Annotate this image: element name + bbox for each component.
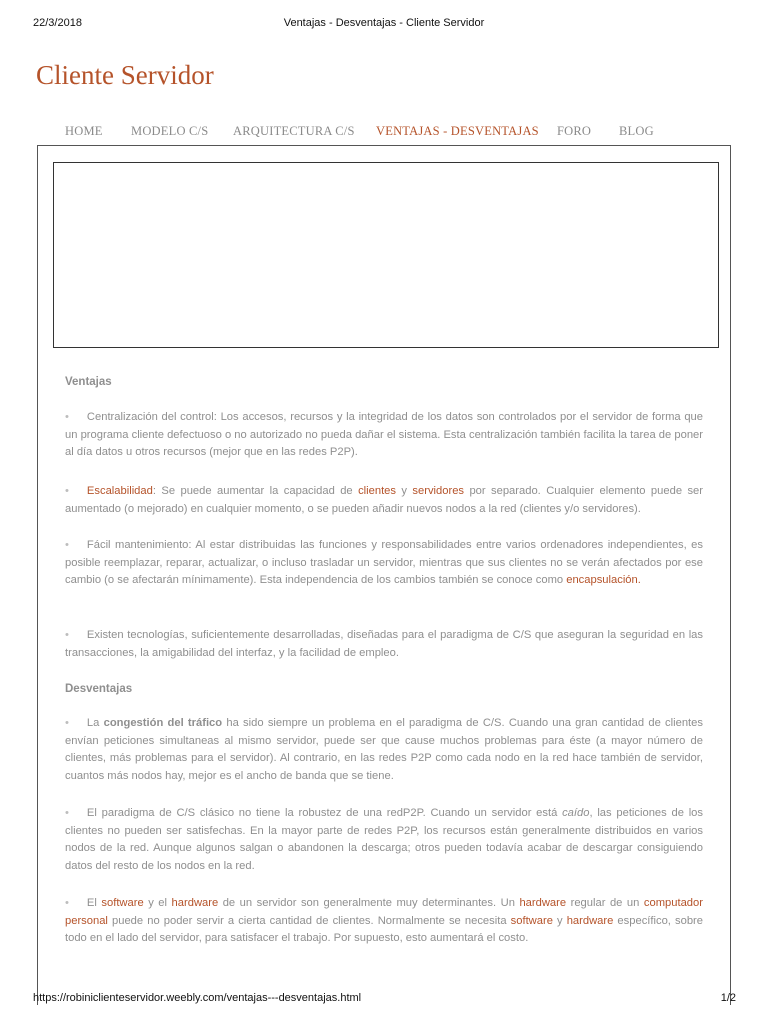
- ventaja-centralizacion: • Centralización del control: Los accesos, recursos y la integridad de los datos son controlados por el servidor de forma que un programa cliente defectuoso o no autorizado no pueda dañar el sistema. Esta centralización también facilita la tarea de poner al día datos u otros recursos (mejor que en las redes P2P).: [65, 411, 703, 459]
- ventajas-heading: Ventajas: [65, 376, 112, 388]
- link-software[interactable]: software: [101, 897, 144, 909]
- print-page-title: Ventajas - Desventajas - Cliente Servidor: [283, 17, 485, 29]
- bullet-icon: •: [65, 411, 69, 423]
- nav-item-arquitectura-cs[interactable]: ARQUITECTURA C/S: [233, 124, 355, 138]
- desventaja-hardware: • El software y el hardware de un servidor son generalmente muy determinantes. Un hardware regular de un computador personal puede no poder servir a cierta cantidad de clientes. Normalmente se necesita software y hardware específico, sobre todo en el lado del servidor, para satisfacer el trabajo. Por supuesto, esto aumentará el costo.: [65, 897, 703, 945]
- link-software[interactable]: software: [510, 914, 553, 927]
- bullet-icon: •: [65, 897, 69, 909]
- link-escalabilidad[interactable]: Escalabilidad: [86, 485, 153, 497]
- link-hardware[interactable]: hardware: [566, 914, 614, 927]
- nav-item-home[interactable]: HOME: [65, 124, 103, 138]
- bullet-icon: •: [65, 717, 69, 729]
- print-url: https://robiniclienteservidor.weebly.com/ventajas---desventajas.html: [33, 992, 362, 1004]
- caido-emphasis: caído: [562, 807, 590, 819]
- bullet-icon: •: [65, 629, 69, 641]
- desventaja-robustez: • El paradigma de C/S clásico no tiene la robustez de una redP2P. Cuando un servidor está caído, las peticiones de los clientes no pueden ser satisfechas. En la mayor parte de redes P2P, los recursos están generalmente distribuidos en varios nodos de la red. Aunque algunos salgan o abandonen la descarga; otros pueden todavía acabar de descargar consiguiendo datos del resto de los nodos en la red.: [65, 807, 704, 872]
- ventaja-mantenimiento: • Fácil mantenimiento: Al estar distribuidas las funciones y responsabilidades entre varios ordenadores independientes, es posible reemplazar, reparar, actualizar, o incluso trasladar un servidor, mientras que sus clientes no se verán afectados por ese cambio (o se afectarán mínimamente). Esta independencia de los cambios también se conoce como encapsulación.: [65, 539, 703, 587]
- desventajas-heading: Desventajas: [65, 683, 133, 695]
- nav-item-modelo-cs[interactable]: MODELO C/S: [131, 124, 209, 138]
- nav-item-foro[interactable]: FORO: [557, 124, 592, 138]
- bullet-icon: •: [65, 807, 69, 819]
- bullet-icon: •: [65, 485, 69, 497]
- print-footer: [0, 992, 768, 1008]
- site-title[interactable]: Cliente Servidor: [36, 60, 214, 90]
- link-servidores[interactable]: servidores: [412, 485, 465, 497]
- ventaja-tecnologias: • Existen tecnologías, suficientemente desarrolladas, diseñadas para el paradigma de C/S que aseguran la seguridad en las transacciones, la amigabilidad del interfaz, y la facilidad de empleo.: [65, 629, 703, 659]
- congestion-trafico: congestión del tráfico: [103, 717, 223, 729]
- ventaja-escalabilidad: • Escalabilidad: Se puede aumentar la capacidad de clientes y servidores por separado. Cualquier elemento puede ser aumentado (o mejorado) en cualquier momento, o se pueden añadir nuevos nodos a la red (clientes y/o servidores).: [65, 485, 703, 515]
- bullet-icon: •: [65, 539, 69, 551]
- nav-item-ventajas-desventajas[interactable]: VENTAJAS - DESVENTAJAS: [376, 124, 539, 138]
- link-hardware[interactable]: hardware: [171, 897, 219, 909]
- embedded-media-box[interactable]: [53, 162, 719, 348]
- print-header: [0, 17, 768, 33]
- link-hardware[interactable]: hardware: [519, 897, 567, 909]
- link-encapsulacion[interactable]: encapsulación.: [566, 574, 641, 587]
- print-page-number: 1/2: [720, 992, 736, 1004]
- nav-item-blog[interactable]: BLOG: [619, 124, 654, 138]
- link-computador-personal[interactable]: computador personal: [65, 897, 703, 927]
- print-date: 22/3/2018: [33, 17, 82, 29]
- desventaja-congestion: • La congestión del tráfico ha sido siempre un problema en el paradigma de C/S. Cuando una gran cantidad de clientes envían peticiones simultaneas al mismo servidor, puede ser que cause muchos problemas para éste (a mayor número de clientes, más problemas para el servidor). Al contrario, en las redes P2P como cada nodo en la red hace también de servidor, cuantos más nodos hay, mejor es el ancho de banda que se tiene.: [65, 717, 703, 782]
- link-clientes[interactable]: clientes: [358, 485, 396, 497]
